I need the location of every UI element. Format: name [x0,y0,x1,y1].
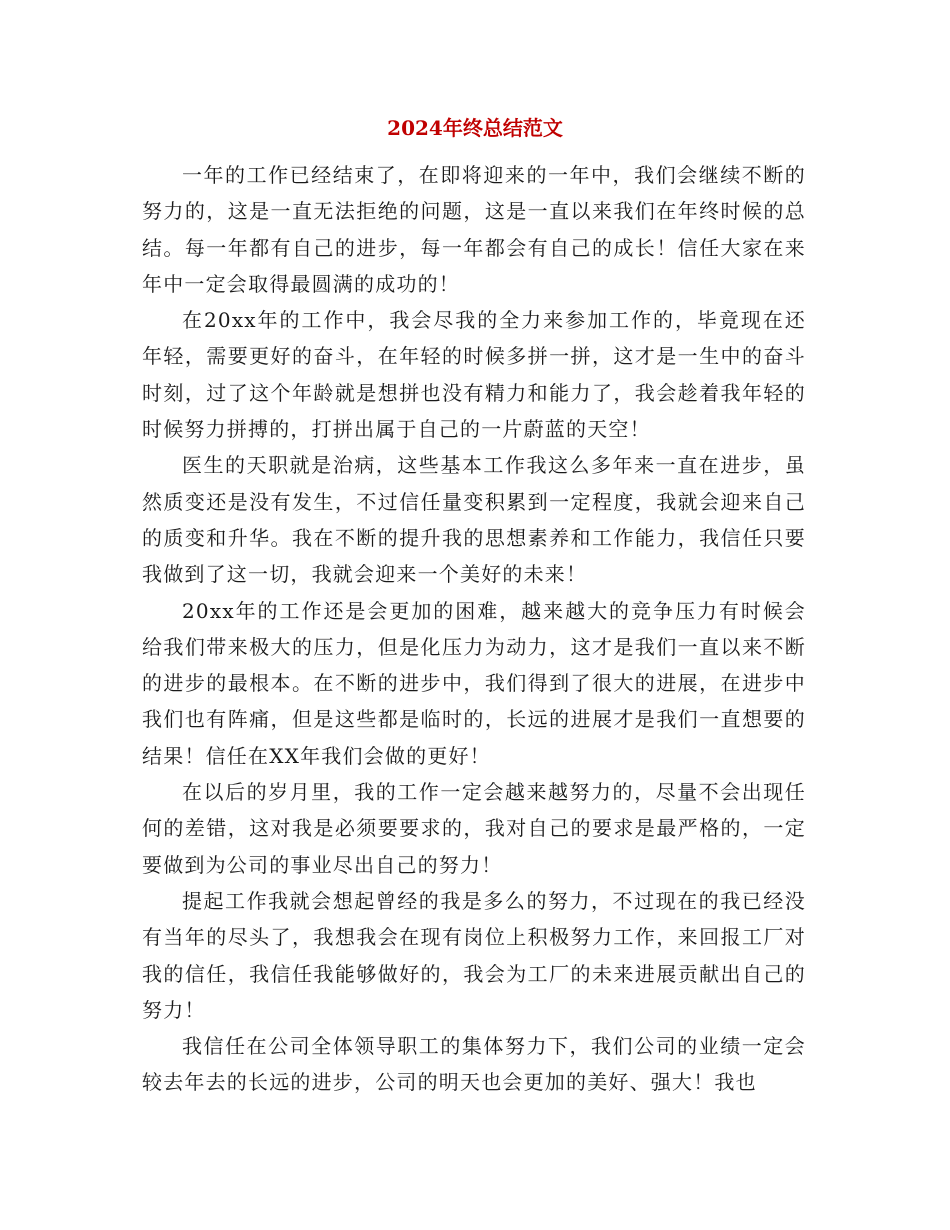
paragraph-5: 在以后的岁月里，我的工作一定会越来越努力的，尽量不会出现任何的差错，这对我是必须要要求的，我对自己的要求是最严格的，一定要做到为公司的事业尽出自己的努力！ [142,780,806,877]
paragraph-1: 一年的工作已经结束了，在即将迎来的一年中，我们会继续不断的努力的，这是一直无法拒绝的问题，这是一直以来我们在年终时候的总结。每一年都有自己的进步，每一年都会有自己的成长！信任大家在来年中一定会取得最圆满的成功的！ [142,163,806,296]
document-body [142,157,806,1101]
paragraph-6: 提起工作我就会想起曾经的我是多么的努力，不过现在的我已经没有当年的尽头了，我想我会在现有岗位上积极努力工作，来回报工厂对我的信任，我信任我能够做好的，我会为工厂的未来进展贡献出自己的努力！ [142,888,806,1022]
document-title: 2024年终总结范文 [387,116,563,140]
paragraph-2: 在20xx年的工作中，我会尽我的全力来参加工作的，毕竟现在还年轻，需要更好的奋斗，在年轻的时候多拼一拼，这才是一生中的奋斗时刻，过了这个年龄就是想拼也没有精力和能力了，我会趁着我年轻的时候努力拼搏的，打拼出属于自己的一片蔚蓝的天空！ [142,308,806,442]
paragraph-7: 我信任在公司全体领导职工的集体努力下，我们公司的业绩一定会较去年去的长远的进步，公司的明天也会更加的美好、强大！我也 [142,1034,806,1095]
paragraph-4: 20xx年的工作还是会更加的困难，越来越大的竞争压力有时候会给我们带来极大的压力，但是化压力为动力，这才是我们一直以来不断的进步的最根本。在不断的进步中，我们得到了很大的进展，在进步中我们也有阵痛，但是这些都是临时的，长远的进展才是我们一直想要的结果！信任在XX年我们会做的更好！ [142,598,806,768]
paragraph-3: 医生的天职就是治病，这些基本工作我这么多年来一直在进步，虽然质变还是没有发生，不过信任量变积累到一定程度，我就会迎来自己的质变和升华。我在不断的提升我的思想素养和工作能力，我信任只要我做到了这一切，我就会迎来一个美好的未来！ [142,453,806,587]
